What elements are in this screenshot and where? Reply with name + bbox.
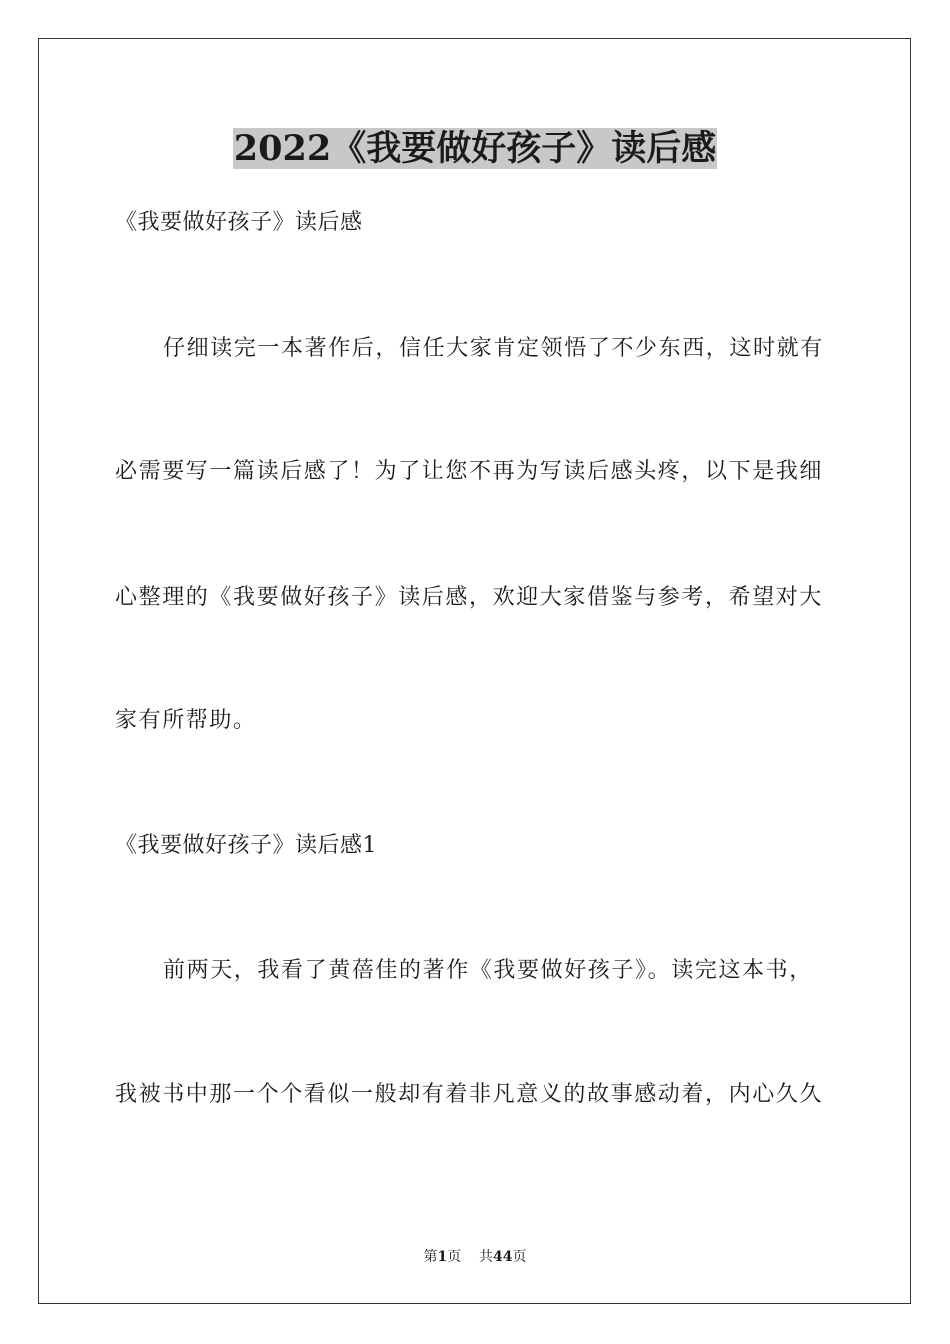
intro-line-3: 心整理的《我要做好孩子》读后感，欢迎大家借鉴与参考，希望对大: [115, 585, 824, 610]
total-suffix: 页: [512, 1249, 527, 1265]
body-line-2: 我被书中那一个个看似一般却有着非凡意义的故事感动着，内心久久: [115, 1082, 824, 1107]
page-suffix: 页: [447, 1249, 462, 1265]
document-title: [0, 124, 950, 174]
total-prefix: 共: [479, 1249, 494, 1265]
section-heading: 《我要做好孩子》读后感1: [115, 833, 377, 858]
intro-line-1: 仔细读完一本著作后，信任大家肯定领悟了不少东西，这时就有: [163, 336, 824, 361]
page-number: 1: [437, 1249, 448, 1265]
body-line-1: 前两天，我看了黄蓓佳的著作《我要做好孩子》。读完这本书，: [163, 958, 813, 983]
intro-line-4: 家有所帮助。: [115, 708, 257, 733]
page-prefix: 第: [423, 1249, 438, 1265]
subtitle: 《我要做好孩子》读后感: [115, 210, 363, 235]
intro-line-2: 必需要写一篇读后感了！为了让您不再为写读后感头疼，以下是我细: [115, 459, 824, 484]
page-footer: [0, 1247, 950, 1267]
document-title-text: 2022《我要做好孩子》读后感: [233, 128, 717, 169]
total-pages: 44: [493, 1249, 513, 1265]
